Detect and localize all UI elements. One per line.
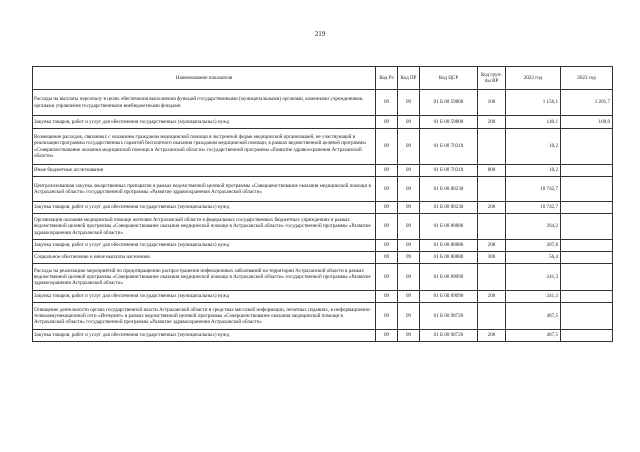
cell-y2023 bbox=[561, 303, 613, 330]
cell-pr: 09 bbox=[398, 116, 420, 129]
cell-csr: 01 Б 00 98720 bbox=[420, 330, 478, 342]
cell-csr: 01 Б 00 70310 bbox=[420, 129, 478, 165]
cell-y2022: 264,2 bbox=[506, 214, 561, 240]
cell-name: Централизованная закупка лекарственных препаратов в рамках ведомственной целевой программы «Совершенствование оказания медицинской помощи в Астраханской области» государственной программы «Развитие здравоохранения Астраханской области» bbox=[33, 177, 376, 202]
cell-y2023 bbox=[561, 202, 613, 214]
cell-vr bbox=[478, 303, 506, 330]
table-row bbox=[33, 330, 613, 342]
cell-pr: 09 bbox=[398, 90, 420, 116]
cell-y2023 bbox=[561, 214, 613, 240]
page-number: 219 bbox=[314, 30, 326, 38]
cell-rz: 09 bbox=[376, 291, 398, 303]
cell-csr: 01 Б 00 80880 bbox=[420, 240, 478, 252]
cell-y2022: 10,2 bbox=[506, 129, 561, 165]
cell-csr: 01 Б 00 98720 bbox=[420, 303, 478, 330]
cell-y2022: 487,5 bbox=[506, 303, 561, 330]
table-row bbox=[33, 264, 613, 291]
header-pr: Код ПР bbox=[398, 67, 420, 90]
cell-y2022: 241,3 bbox=[506, 291, 561, 303]
cell-vr: 200 bbox=[478, 116, 506, 129]
cell-y2022: 56,4 bbox=[506, 252, 561, 264]
cell-vr bbox=[478, 264, 506, 291]
cell-y2022: 10 742,7 bbox=[506, 177, 561, 202]
cell-name: Освещение деятельности органа государственной власти Астраханской области в средствах массовой информации, печатных изданиях, в информационно-телекоммуникационной сети «Интернет» в рамках ведомственной целевой программы «Совершенствование оказания медицинской помощи в Астраханской области» государственной программы «Развитие здравоохранения Астраханской области» bbox=[33, 303, 376, 330]
cell-name: Расходы на выплаты персоналу в целях обеспечения выполнения функций государственными (муниципальными) органами, казенными учреждениями, органами управления государственными внебюджетными фондами bbox=[33, 90, 376, 116]
cell-y2023 bbox=[561, 264, 613, 291]
cell-vr bbox=[478, 214, 506, 240]
cell-y2022: 1 156,1 bbox=[506, 90, 561, 116]
cell-pr: 09 bbox=[398, 252, 420, 264]
table-row bbox=[33, 240, 613, 252]
cell-name: Закупка товаров, работ и услуг для обеспечения государственных (муниципальных) нужд bbox=[33, 330, 376, 342]
cell-rz: 09 bbox=[376, 165, 398, 177]
cell-y2022: 207,8 bbox=[506, 240, 561, 252]
cell-name: Закупка товаров, работ и услуг для обеспечения государственных (муниципальных) нужд bbox=[33, 291, 376, 303]
cell-rz: 09 bbox=[376, 116, 398, 129]
cell-y2023 bbox=[561, 291, 613, 303]
cell-y2023 bbox=[561, 240, 613, 252]
cell-rz: 09 bbox=[376, 202, 398, 214]
cell-csr: 01 Б 00 89090 bbox=[420, 264, 478, 291]
header-name: Наименование показателя bbox=[33, 67, 376, 90]
cell-y2023: 1 201,7 bbox=[561, 90, 613, 116]
header-rz: Код Рз bbox=[376, 67, 398, 90]
cell-csr: 01 Б 00 80880 bbox=[420, 252, 478, 264]
cell-pr: 09 bbox=[398, 330, 420, 342]
cell-vr: 800 bbox=[478, 165, 506, 177]
cell-y2023 bbox=[561, 165, 613, 177]
cell-vr: 200 bbox=[478, 291, 506, 303]
cell-y2023 bbox=[561, 330, 613, 342]
cell-pr: 09 bbox=[398, 264, 420, 291]
cell-y2023 bbox=[561, 177, 613, 202]
cell-y2022: 241,3 bbox=[506, 264, 561, 291]
table-row bbox=[33, 214, 613, 240]
cell-rz: 09 bbox=[376, 177, 398, 202]
header-2022: 2022 год bbox=[506, 67, 561, 90]
cell-rz: 09 bbox=[376, 129, 398, 165]
cell-rz: 09 bbox=[376, 90, 398, 116]
table-row bbox=[33, 90, 613, 116]
cell-csr: 01 Б 00 89090 bbox=[420, 291, 478, 303]
cell-pr: 09 bbox=[398, 303, 420, 330]
header-csr: Код ЦСР bbox=[420, 67, 478, 90]
table-row bbox=[33, 252, 613, 264]
cell-pr: 09 bbox=[398, 129, 420, 165]
cell-vr bbox=[478, 177, 506, 202]
table-row bbox=[33, 303, 613, 330]
cell-y2022: 10 742,7 bbox=[506, 202, 561, 214]
table-row bbox=[33, 129, 613, 165]
cell-pr: 09 bbox=[398, 165, 420, 177]
cell-vr: 300 bbox=[478, 252, 506, 264]
table-row bbox=[33, 116, 613, 129]
cell-name: Закупка товаров, работ и услуг для обеспечения государственных (муниципальных) нужд bbox=[33, 240, 376, 252]
cell-name: Иные бюджетные ассигнования bbox=[33, 165, 376, 177]
cell-rz: 09 bbox=[376, 303, 398, 330]
cell-vr: 100 bbox=[478, 90, 506, 116]
cell-y2023 bbox=[561, 252, 613, 264]
cell-csr: 01 Б 00 80230 bbox=[420, 202, 478, 214]
cell-y2023: 100,0 bbox=[561, 116, 613, 129]
cell-csr: 01 Б 00 80230 bbox=[420, 177, 478, 202]
budget-table bbox=[32, 66, 613, 342]
cell-name: Социальное обеспечение и иные выплаты населению bbox=[33, 252, 376, 264]
table-row bbox=[33, 177, 613, 202]
table-row bbox=[33, 202, 613, 214]
cell-pr: 09 bbox=[398, 177, 420, 202]
cell-rz: 09 bbox=[376, 252, 398, 264]
header-2023: 2023 год bbox=[561, 67, 613, 90]
cell-pr: 09 bbox=[398, 214, 420, 240]
cell-rz: 09 bbox=[376, 214, 398, 240]
table-row bbox=[33, 165, 613, 177]
cell-csr: 01 Б 00 70310 bbox=[420, 165, 478, 177]
cell-vr: 200 bbox=[478, 202, 506, 214]
table-body bbox=[33, 90, 613, 342]
cell-name: Расходы на реализацию мероприятий по предотвращению распространения инфекционных заболеваний на территории Астраханской области в рамках ведомственной целевой программы «Совершенствование оказания медицинской помощи в Астраханской области» государственной программы «Развитие здравоохранения Астраханской области» bbox=[33, 264, 376, 291]
cell-pr: 09 bbox=[398, 202, 420, 214]
cell-vr bbox=[478, 129, 506, 165]
cell-y2023 bbox=[561, 129, 613, 165]
cell-vr: 200 bbox=[478, 330, 506, 342]
cell-y2022: 487,5 bbox=[506, 330, 561, 342]
cell-y2022: 10,2 bbox=[506, 165, 561, 177]
cell-vr: 200 bbox=[478, 240, 506, 252]
cell-pr: 09 bbox=[398, 240, 420, 252]
cell-name: Закупка товаров, работ и услуг для обеспечения государственных (муниципальных) нужд bbox=[33, 116, 376, 129]
cell-y2022: 140,1 bbox=[506, 116, 561, 129]
header-vr: Код груп-пы ВР bbox=[478, 67, 506, 90]
table-row bbox=[33, 291, 613, 303]
cell-csr: 01 Б 00 59800 bbox=[420, 116, 478, 129]
cell-rz: 09 bbox=[376, 264, 398, 291]
table-header-row bbox=[33, 67, 613, 90]
cell-rz: 09 bbox=[376, 330, 398, 342]
cell-csr: 01 Б 00 80880 bbox=[420, 214, 478, 240]
cell-pr: 09 bbox=[398, 291, 420, 303]
cell-name: Возмещение расходов, связанных с оказанием гражданам медицинской помощи в экстренной форме медицинской организацией, не участвующей в реализации программы государственных гарантий бесплатного оказания гражданам медицинской помощи, в рамках ведомственной целевой программы «Совершенствование оказания медицинской помощи в Астраханской области» государственной программы «Развитие здравоохранения Астраханской области» bbox=[33, 129, 376, 165]
cell-rz: 09 bbox=[376, 240, 398, 252]
cell-csr: 01 Б 00 59800 bbox=[420, 90, 478, 116]
cell-name: Закупка товаров, работ и услуг для обеспечения государственных (муниципальных) нужд bbox=[33, 202, 376, 214]
cell-name: Организация оказания медицинской помощи жителям Астраханской области в федеральных государственных бюджетных учреждениях в рамках ведомственной целевой программы «Совершенствование оказания медицинской помощи в Астраханской области» государственной программы «Развитие здравоохранения Астраханской области» bbox=[33, 214, 376, 240]
